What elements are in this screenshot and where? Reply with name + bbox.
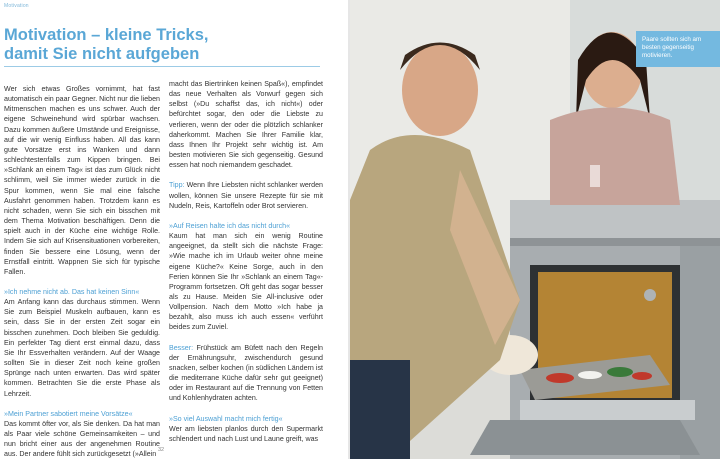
section-label: Motivation bbox=[4, 3, 29, 9]
paragraph-partner-cont: macht das Biertrinken keinen Spaß«), empfindet das neue Verhalten als Vorwurf gegen sich selbst (»Du schaffst das, ich nicht«) oder befürchtet sogar, den oder die Liebste zu verlieren, wenn der oder die plötzlich schlanker daherkommt. Machen Sie Ihrer Familie klar, dass Ihnen Ihr Projekt sehr wichtig ist. Am besten motivieren Sie sich gegenseitig. Gesund essen hat noch niemandem geschadet. bbox=[169, 80, 323, 170]
photo-caption: Paare sollten sich am besten gegenseitig motivieren. bbox=[636, 31, 720, 67]
woman-shirt bbox=[550, 108, 680, 206]
title-line-2: damit Sie nicht aufgeben bbox=[4, 45, 200, 63]
tip-paragraph bbox=[169, 180, 323, 210]
paragraph-choice: Wer am liebsten planlos durch den Supermarkt schlendert und nach Lust und Laune greift, was bbox=[169, 424, 323, 443]
right-page-photo bbox=[350, 0, 720, 459]
page-number: 32 bbox=[158, 447, 165, 453]
besser-label: Besser: bbox=[169, 343, 194, 352]
intro-paragraph: Wer sich etwas Großes vornimmt, hat fast automatisch ein paar Gegner. Nicht nur die lieben Mitmenschen machen es uns schwer. Auch der eigene Schweinehund wird spürbar wachsen. Dazu kommen äußere Umstände und Ereignisse, auf die wir wenig Einfluss haben. All das kann gute Vorsätze erst ins Wanken und dann schlechtestenfalls zum Kippen bringen. Bei »Schlank an einem Tag« ist das zum Glück nicht schlimm, weil Sie immer wieder zurück in die Spur kommen, wenn Sie mal eine falsche Ausfahrt genommen haben. Trotzdem kann es nicht schaden, wenn Sie sich ein bisschen mit dem Thema Motivation beschäftigen. Denn die spielt auch in der Küche eine wichtige Rolle. Indem Sie sich auf Krisensituationen vorbereiten, finden Sie bessere eine Lösung, wenn der Ernstfall eintritt. Wappnen Sie sich für typische Fallen. bbox=[4, 85, 160, 276]
kitchen-photo bbox=[350, 0, 720, 459]
left-page bbox=[0, 0, 348, 459]
text-column-1 bbox=[4, 84, 160, 459]
text-column-2 bbox=[169, 79, 323, 444]
man-head bbox=[402, 44, 478, 136]
subheading-travel: »Auf Reisen halte ich das nicht durch« bbox=[169, 221, 291, 230]
page-title bbox=[4, 26, 209, 64]
title-line-1: Motivation – kleine Tricks, bbox=[4, 26, 209, 44]
paragraph-travel: Kaum hat man sich ein wenig Routine angeeignet, da stellt sich die nächste Frage: »Wie mache ich im Urlaub weiter ohne meine eigene Küche?« Keine Sorge, auch in den Ferien können Sie Ihr »Schlank an einem Tag«-Programm fortsetzen. Oft geht das sogar besser als zu Hause. Meiden Sie All-inclusive oder Vollpension. Nach dem Motto »Ich habe ja bezahlt, also muss ich auch essen« verführt beides zum Zuviel. bbox=[169, 232, 323, 332]
besser-text: Frühstück am Büfett nach den Regeln der Ernährungsuhr, zwischendurch gesund snacken, selber kochen (in südlichen Ländern ist die mediterrane Küche dafür sehr gut geeignet) oder im Restaurant auf die Trennung von Fetten und Kohlenhydraten achten. bbox=[169, 343, 323, 403]
tip-text: Wenn Ihre Liebsten nicht schlanker werden wollen, können Sie unsere Rezepte für sie mit Nudeln, Reis, Kartoffeln oder Brot servieren. bbox=[169, 181, 323, 210]
subheading-no-weight-loss: »Ich nehme nicht ab. Das hat keinen Sinn« bbox=[4, 287, 140, 296]
subheading-partner: »Mein Partner sabotiert meine Vorsätze« bbox=[4, 409, 133, 418]
tip-label: Tipp: bbox=[169, 181, 185, 190]
subheading-choice: »So viel Auswahl macht mich fertig« bbox=[169, 414, 283, 423]
paragraph-partner: Das kommt öfter vor, als Sie denken. Da hat man als Paar viele schöne Gemeinsamkeiten – und nun bricht einer aus der angenehmen Routine aus. Der andere fühlt sich zurückgesetzt (»Allein bbox=[4, 419, 160, 459]
title-divider bbox=[4, 66, 320, 67]
besser-paragraph bbox=[169, 343, 323, 404]
paragraph-no-weight-loss: Am Anfang kann das durchaus stimmen. Wenn Sie zum Beispiel Muskeln aufbauen, kann es sein, dass Sie in der ersten Zeit sogar ein bisschen zunehmen. Doch bleiben Sie geduldig. Ein perfekter Tag dient erst einmal dazu, dass Sie Ihr Essverhalten verändern. Auf der Waage sollten Sie in dieser Zeit noch keine großen Sprünge nach unten erwarten. Das wird später kommen. Betrachten Sie die erste Phase als Lehrzeit. bbox=[4, 298, 160, 398]
